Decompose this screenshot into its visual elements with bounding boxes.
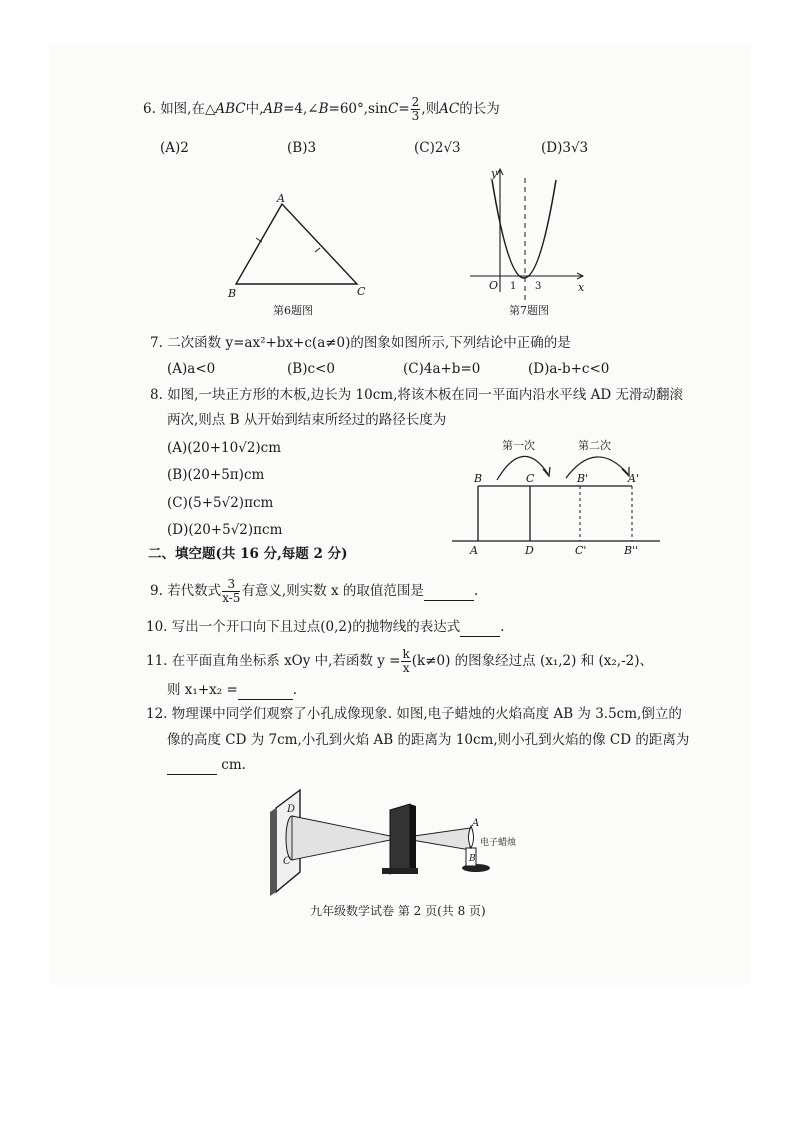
label-b: B <box>228 287 237 300</box>
q11-line2: 则 x₁+x₂ = . <box>167 682 298 698</box>
q8-option-d: (D)(20+5√2)πcm <box>167 522 283 538</box>
board-base <box>382 868 418 874</box>
q7-option-c: (C)4a+b=0 <box>403 361 481 377</box>
label-a-prime: A' <box>628 472 639 485</box>
page-footer: 九年级数学试卷 第 2 页(共 8 页) <box>310 904 486 918</box>
label-a: A <box>470 544 478 557</box>
q12-line2: 像的高度 CD 为 7cm,小孔到火焰 AB 的距离为 10cm,则小孔到火焰的像 CD 的距离为 <box>167 732 690 748</box>
label-b: B <box>469 854 476 864</box>
label-second-roll: 第二次 <box>578 439 611 452</box>
label-a: A <box>472 818 480 829</box>
label-first-roll: 第一次 <box>502 439 535 452</box>
q7-option-a: (A)a<0 <box>167 361 216 377</box>
q6-option-a: (A)2 <box>160 140 189 156</box>
q8-option-a: (A)(20+10√2)cm <box>167 440 282 456</box>
q7-stem: 7. 二次函数 y=ax²+bx+c(a≠0)的图象如图所示,下列结论中正确的是 <box>150 335 571 351</box>
label-three: 3 <box>535 281 542 292</box>
light-cone-image <box>292 816 400 860</box>
q6-option-c: (C)2√3 <box>414 140 461 156</box>
q6-option-b: (B)3 <box>287 140 317 156</box>
label-c: C <box>283 856 291 867</box>
q12-line1: 12. 物理课中同学们观察了小孔成像现象. 如图,电子蜡烛的火焰高度 AB 为 3.5cm,倒立的 <box>146 706 682 722</box>
q11-line1: 11. 在平面直角坐标系 xOy 中,若函数 y = $\frac{k}{x}$ (k≠0) 的图象经过点 (x₁,2) 和 (x₂,-2)、 <box>146 647 653 675</box>
q12-line3: cm. <box>167 756 246 775</box>
q7-option-d: (D)a-b+c<0 <box>528 361 610 377</box>
q6-option-d: (D)3√3 <box>541 140 589 156</box>
label-d: D <box>287 804 296 815</box>
label-candle: 电子蜡烛 <box>480 838 517 848</box>
q8-line2: 两次,则点 B 从开始到结束所经过的路径长度为 <box>167 412 447 428</box>
label-d: D <box>525 544 534 557</box>
label-y: y <box>491 167 498 180</box>
section-title: 二、填空题(共 16 分,每题 2 分) <box>148 546 348 562</box>
q6-stem: 6. 如图,在△ABC中,AB=4,∠B=60°,sinC= $\frac{2}{3}$ ,则AC的长为 <box>143 95 500 123</box>
pinhole-board-side <box>410 804 416 870</box>
q9-stem: 9. 若代数式 $\frac{3}{x-5}$ 有意义,则实数 x 的取值范围是 . <box>150 577 479 605</box>
label-b: B <box>474 472 483 485</box>
q11-fraction: $\frac{k}{x}$ <box>402 647 410 675</box>
q10-stem: 10. 写出一个开口向下且过点(0,2)的抛物线的表达式 . <box>146 619 505 635</box>
label-b-double-prime: B'' <box>624 544 639 557</box>
label-b-prime: B' <box>577 472 589 485</box>
label-one: 1 <box>510 281 517 292</box>
q7-option-b: (B)c<0 <box>287 361 335 377</box>
pinhole-board <box>390 804 410 874</box>
label-origin: O <box>489 279 499 292</box>
fig7-caption: 第7题图 <box>509 304 549 317</box>
fig6-caption: 第6题图 <box>273 304 313 317</box>
q6-fraction: $\frac{2}{3}$ <box>411 95 420 123</box>
label-x: x <box>578 281 585 294</box>
screen-side <box>270 808 276 896</box>
q8-option-b: (B)(20+5π)cm <box>167 467 265 483</box>
label-a: A <box>277 192 285 205</box>
label-c-prime: C' <box>575 544 587 557</box>
label-c: C <box>526 472 535 485</box>
label-c: C <box>357 285 366 298</box>
q8-option-c: (C)(5+5√2)πcm <box>167 495 274 511</box>
q8-line1: 8. 如图,一块正方形的木板,边长为 10cm,将该木板在同一平面内沿水平线 AD 无滑动翻滚 <box>150 387 684 403</box>
q9-fraction: $\frac{3}{x-5}$ <box>222 577 241 605</box>
